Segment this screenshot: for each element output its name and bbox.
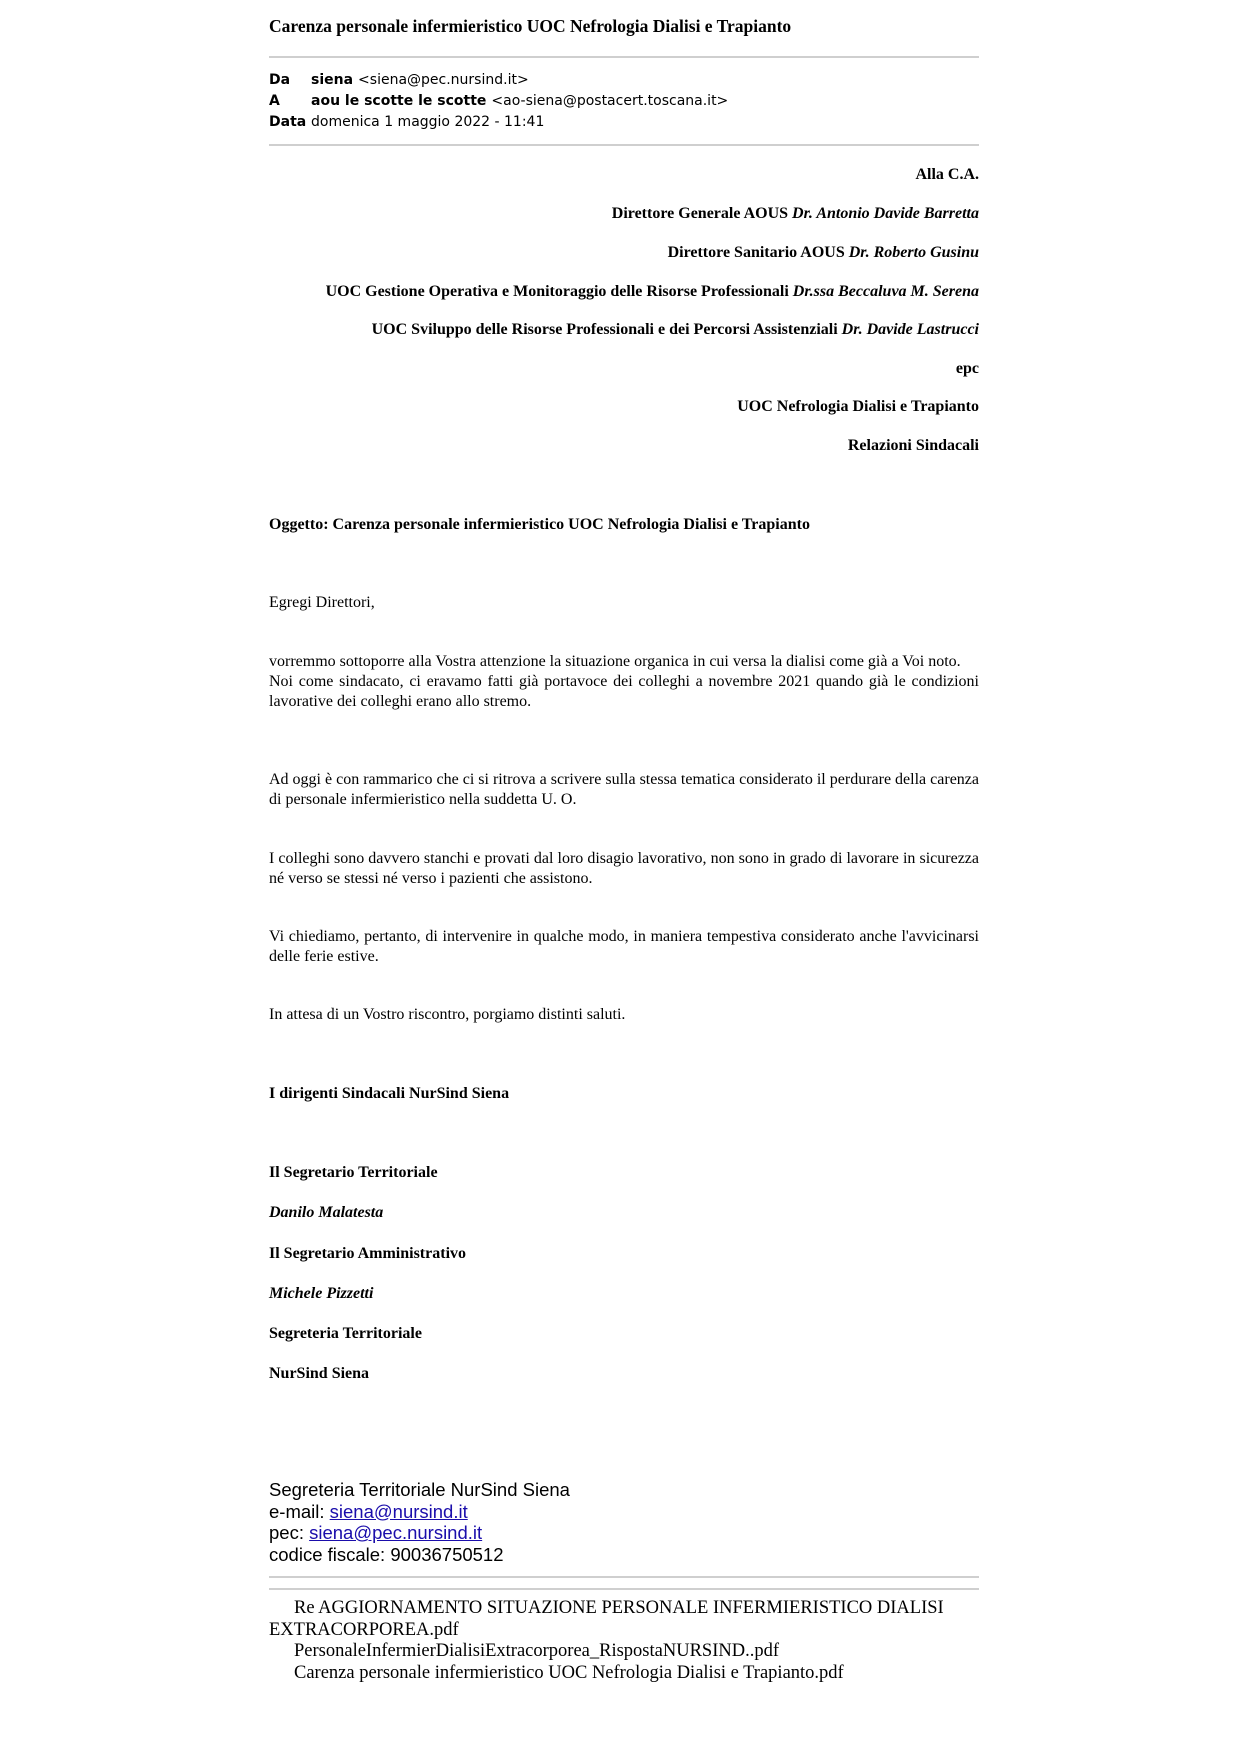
attachments-list [269,1598,979,1684]
footer-office: Segreteria Territoriale NurSind Siena [269,1479,570,1500]
paragraph: Vi chiediamo, pertanto, di intervenire in qualche modo, in maniera tempestiva considerato anche l'avvicinarsi delle ferie estive. [269,928,979,965]
footer-pec-link[interactable]: siena@pec.nursind.it [309,1522,483,1543]
from-label: Da [269,72,291,88]
header-to [269,91,728,112]
paragraph: I colleghi sono davvero stanchi e provati dal loro disagio lavorativo, non sono in grado di lavorare in sicurezza né verso se stessi né verso i pazienti che assistono. [269,850,979,887]
attachment-item[interactable]: PersonaleInfermierDialisiExtracorporea_RispostaNURSIND..pdf [294,1641,779,1661]
signature-name: Danilo Malatesta [269,1204,384,1221]
signature-org: NurSind Siena [269,1365,370,1382]
header-from [269,70,728,91]
to-name: aou le scotte le scotte [311,93,487,109]
email-headers [269,70,728,133]
signature-role: Il Segretario Amministrativo [269,1245,467,1262]
footer-pec: pec: siena@pec.nursind.it [269,1522,483,1543]
recipient-alla-ca: Alla C.A. [915,166,979,183]
letter-subject: Oggetto: Carenza personale infermieristico UOC Nefrologia Dialisi e Trapianto [269,516,810,533]
signature-office: Segreteria Territoriale [269,1325,422,1342]
date-label: Data [269,114,307,130]
paragraph: vorremmo sottoporre alla Vostra attenzione la situazione organica in cui versa la dialisi come già a Voi noto. Noi come sindacato, ci eravamo fatti già portavoce dei colleghi a novembre 2021 quando già le condizioni lavorative dei colleghi erano allo stremo. [269,653,979,710]
recipient-direttore-generale: Direttore Generale AOUS Dr. Antonio Davide Barretta [611,205,979,222]
divider [269,1588,979,1590]
recipient-epc: epc [955,360,979,377]
header-date [269,112,728,133]
closing: In attesa di un Vostro riscontro, porgiamo distinti saluti. [269,1006,626,1023]
signature-group: I dirigenti Sindacali NurSind Siena [269,1085,510,1102]
email-footer [269,1479,570,1565]
signature-role: Il Segretario Territoriale [269,1164,438,1181]
recipient-direttore-sanitario: Direttore Sanitario AOUS Dr. Roberto Gusinu [667,244,979,261]
from-email: <siena@pec.nursind.it> [358,72,529,88]
footer-email-link[interactable]: siena@nursind.it [329,1500,468,1522]
attachment-item[interactable]: Carenza personale infermieristico UOC Nefrologia Dialisi e Trapianto.pdf [294,1662,844,1683]
attachment-item[interactable]: Re AGGIORNAMENTO SITUAZIONE PERSONALE INFERMIERISTICO DIALISI EXTRACORPOREA.pdf [269,1598,944,1640]
signature-name: Michele Pizzetti [269,1285,374,1302]
to-label: A [269,93,280,109]
paragraph: Ad oggi è con rammarico che ci si ritrova a scrivere sulla stessa tematica considerato il perdurare della carenza di personale infermieristico nella suddetta U. O. [269,771,979,808]
date-value: domenica 1 maggio 2022 - 11:41 [311,114,545,130]
divider [269,144,979,146]
letter-greeting: Egregi Direttori, [269,594,375,611]
from-name: siena [311,72,354,88]
to-email: <ao-siena@postacert.toscana.it> [491,93,729,109]
recipient-sviluppo-risorse: UOC Sviluppo delle Risorse Professionali e dei Percorsi Assistenziali Dr. Davide Lastrucci [371,321,979,338]
email-subject: Carenza personale infermieristico UOC Nefrologia Dialisi e Trapianto [269,16,792,36]
recipient-relazioni-sindacali: Relazioni Sindacali [847,437,979,454]
footer-fiscal-code: codice fiscale: 90036750512 [269,1543,504,1565]
recipient-nefrologia: UOC Nefrologia Dialisi e Trapianto [737,398,979,415]
recipient-gestione-operativa: UOC Gestione Operativa e Monitoraggio delle Risorse Professionali Dr.ssa Beccaluva M. Serena [325,283,979,300]
divider [269,56,979,58]
footer-email: e-mail: siena@nursind.it [269,1500,468,1522]
divider [269,1576,979,1578]
